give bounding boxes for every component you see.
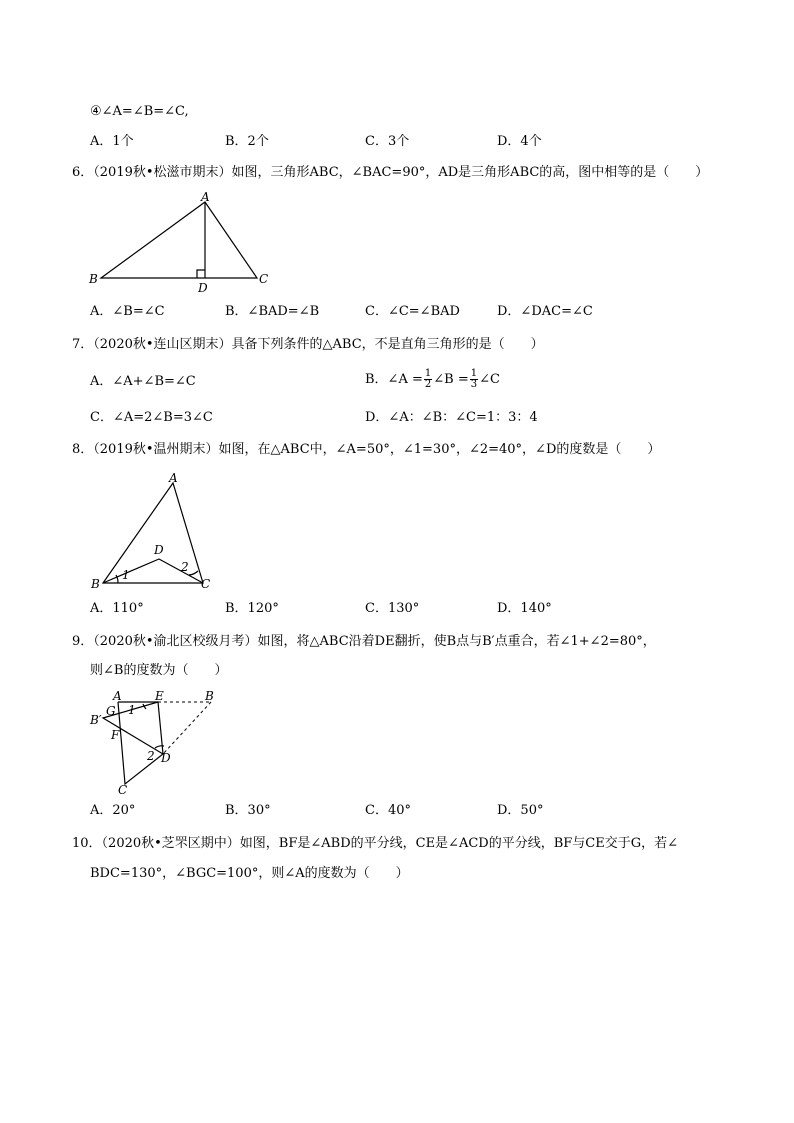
q7-option-b <box>365 367 500 393</box>
q6-figure <box>85 190 285 295</box>
q7-option-b-prefix: B．∠A = <box>365 372 423 387</box>
q8-option-c: C．130° <box>365 601 420 616</box>
q9-label-c: C <box>118 783 128 797</box>
q7-frac2-numerator: 1 <box>470 368 478 379</box>
q9-label-g: G <box>106 704 116 718</box>
q7-option-a: A．∠A+∠B=∠C <box>90 374 196 389</box>
q6-option-b: B．∠BAD=∠B <box>225 304 320 319</box>
q10-stem-line1: 10．（2020秋•芝罘区期中）如图，BF是∠ABD的平分线，CE是∠ACD的平分线，BF与CE交于G，若∠ <box>72 836 678 851</box>
q6-option-a: A．∠B=∠C <box>90 304 165 319</box>
q7-option-d: D．∠A：∠B：∠C=1：3：4 <box>365 410 538 425</box>
q9-stem-line2: 则∠B的度数为（ ） <box>90 663 228 678</box>
q6-label-c: C <box>259 272 269 286</box>
q8-label-a: A <box>169 471 178 485</box>
q7-frac1-numerator: 1 <box>424 368 432 379</box>
q6-option-d: D．∠DAC=∠C <box>497 304 593 319</box>
q8-angle2-arc <box>189 571 198 575</box>
q8-label-angle-1: 1 <box>122 568 130 582</box>
q6-triangle <box>101 202 257 278</box>
q9-label-f: F <box>111 728 120 742</box>
q8-label-d: D <box>154 543 164 557</box>
q8-label-c: C <box>201 577 211 591</box>
q6-label-d: D <box>198 281 208 295</box>
q6-right-angle-mark <box>197 270 205 278</box>
q9-option-c: C．40° <box>365 803 411 818</box>
q5-option-d: D．4个 <box>497 134 542 149</box>
q9-label-e: E <box>155 689 164 703</box>
q9-stem-line1: 9．（2020秋•渝北区校级月考）如图，将△ABC沿着DE翻折，使B点与B′点重合，若∠1+∠2=80°， <box>72 634 656 649</box>
q7-frac1-denominator: 2 <box>424 379 432 390</box>
q8-stem: 8．（2019秋•温州期末）如图，在△ABC中，∠A=50°，∠1=30°，∠2=40°，∠D的度数是（ ） <box>72 442 661 457</box>
q9-label-angle-1: 1 <box>128 703 136 717</box>
q9-label-a: A <box>113 689 122 703</box>
q9-option-d: D．50° <box>497 803 544 818</box>
q7-stem: 7．（2020秋•连山区期末）具备下列条件的△ABC，不是直角三角形的是（ ） <box>72 337 544 352</box>
q7-frac2-denominator: 3 <box>470 379 478 390</box>
q8-figure <box>85 468 225 593</box>
q7-option-c: C．∠A=2∠B=3∠C <box>90 410 213 425</box>
q8-option-a: A．110° <box>90 601 144 616</box>
q5-option-c: C．3个 <box>365 134 410 149</box>
q9-option-a: A．20° <box>90 803 136 818</box>
q9-folded-triangle <box>118 702 163 784</box>
q5-option-a: A．1个 <box>90 134 134 149</box>
q6-label-b: B <box>89 272 98 286</box>
q6-label-a: A <box>201 190 210 204</box>
q5-item-4: ④∠A=∠B=∠C, <box>90 104 189 119</box>
q9-label-angle-2: 2 <box>147 749 155 763</box>
q6-stem: 6．（2019秋•松滋市期末）如图，三角形ABC，∠BAC=90°，AD是三角形ABC的高，图中相等的是（ ） <box>72 165 709 180</box>
q8-label-b: B <box>91 577 100 591</box>
q10-stem-line2: BDC=130°，∠BGC=100°，则∠A的度数为（ ） <box>90 866 409 881</box>
q9-label-b: B <box>205 689 214 703</box>
q7-option-b-mid: ∠B = <box>433 372 469 387</box>
q9-label-d: D <box>161 751 171 765</box>
q6-option-c: C．∠C=∠BAD <box>365 304 460 319</box>
q7-fraction-half <box>424 369 432 390</box>
q7-fraction-third <box>470 369 478 390</box>
q9-option-b: B．30° <box>225 803 271 818</box>
q5-option-b: B．2个 <box>225 134 269 149</box>
q8-option-b: B．120° <box>225 601 279 616</box>
q9-dashed-bd <box>163 702 211 754</box>
q9-figure <box>85 688 225 798</box>
q7-option-b-suffix: ∠C <box>479 372 500 387</box>
q8-label-angle-2: 2 <box>181 560 189 574</box>
q9-label-b-prime: B′ <box>90 713 102 727</box>
q8-option-d: D．140° <box>497 601 552 616</box>
